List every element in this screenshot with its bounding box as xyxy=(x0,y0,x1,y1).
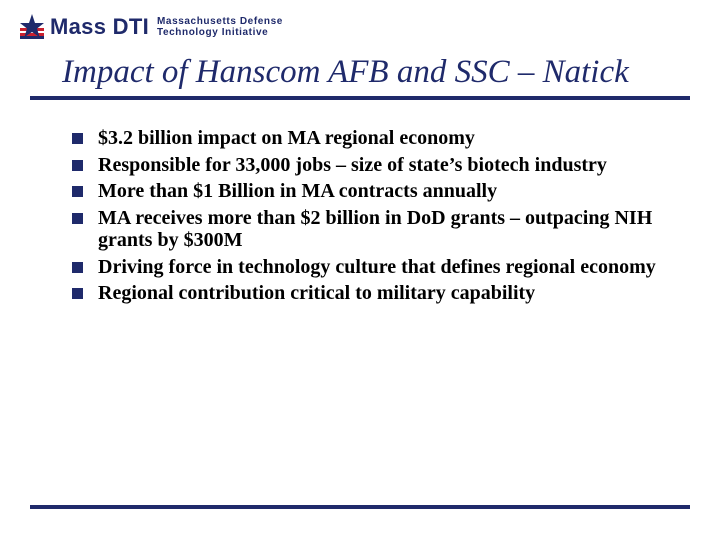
title-divider xyxy=(30,96,690,100)
bullet-item xyxy=(72,256,682,279)
bullet-text: $3.2 billion impact on MA regional economy xyxy=(98,127,475,149)
star-emblem-icon xyxy=(18,13,46,41)
mass-dti-logo xyxy=(18,12,283,42)
logo-subtitle-line-1: Massachusetts Defense xyxy=(156,16,283,27)
bullet-item xyxy=(72,127,682,150)
bullet-text: MA receives more than $2 billion in DoD grants – outpacing NIH grants by $300M xyxy=(98,206,653,251)
square-bullet-icon xyxy=(72,213,83,224)
bullet-text: Driving force in technology culture that defines regional economy xyxy=(98,255,656,278)
logo-subtitle-line-2: Technology Initiative xyxy=(156,27,269,38)
slide-title: Impact of Hanscom AFB and SSC – Natick xyxy=(62,54,629,90)
bullet-text: More than $1 Billion in MA contracts annually xyxy=(98,180,498,202)
logo-subtitle xyxy=(157,16,283,38)
bullet-text: Regional contribution critical to military capability xyxy=(98,282,536,304)
square-bullet-icon xyxy=(72,262,83,273)
square-bullet-icon xyxy=(72,186,83,197)
bullet-item xyxy=(72,282,682,305)
bullet-item xyxy=(72,180,682,203)
square-bullet-icon xyxy=(72,133,83,144)
square-bullet-icon xyxy=(72,160,83,171)
bullet-item xyxy=(72,207,682,252)
bullet-list xyxy=(72,127,682,309)
bullet-text: Responsible for 33,000 jobs – size of state’s biotech industry xyxy=(98,153,607,176)
logo-name: Mass DTI xyxy=(50,14,149,39)
bullet-item xyxy=(72,154,682,177)
square-bullet-icon xyxy=(72,288,83,299)
footer-divider xyxy=(30,505,690,509)
